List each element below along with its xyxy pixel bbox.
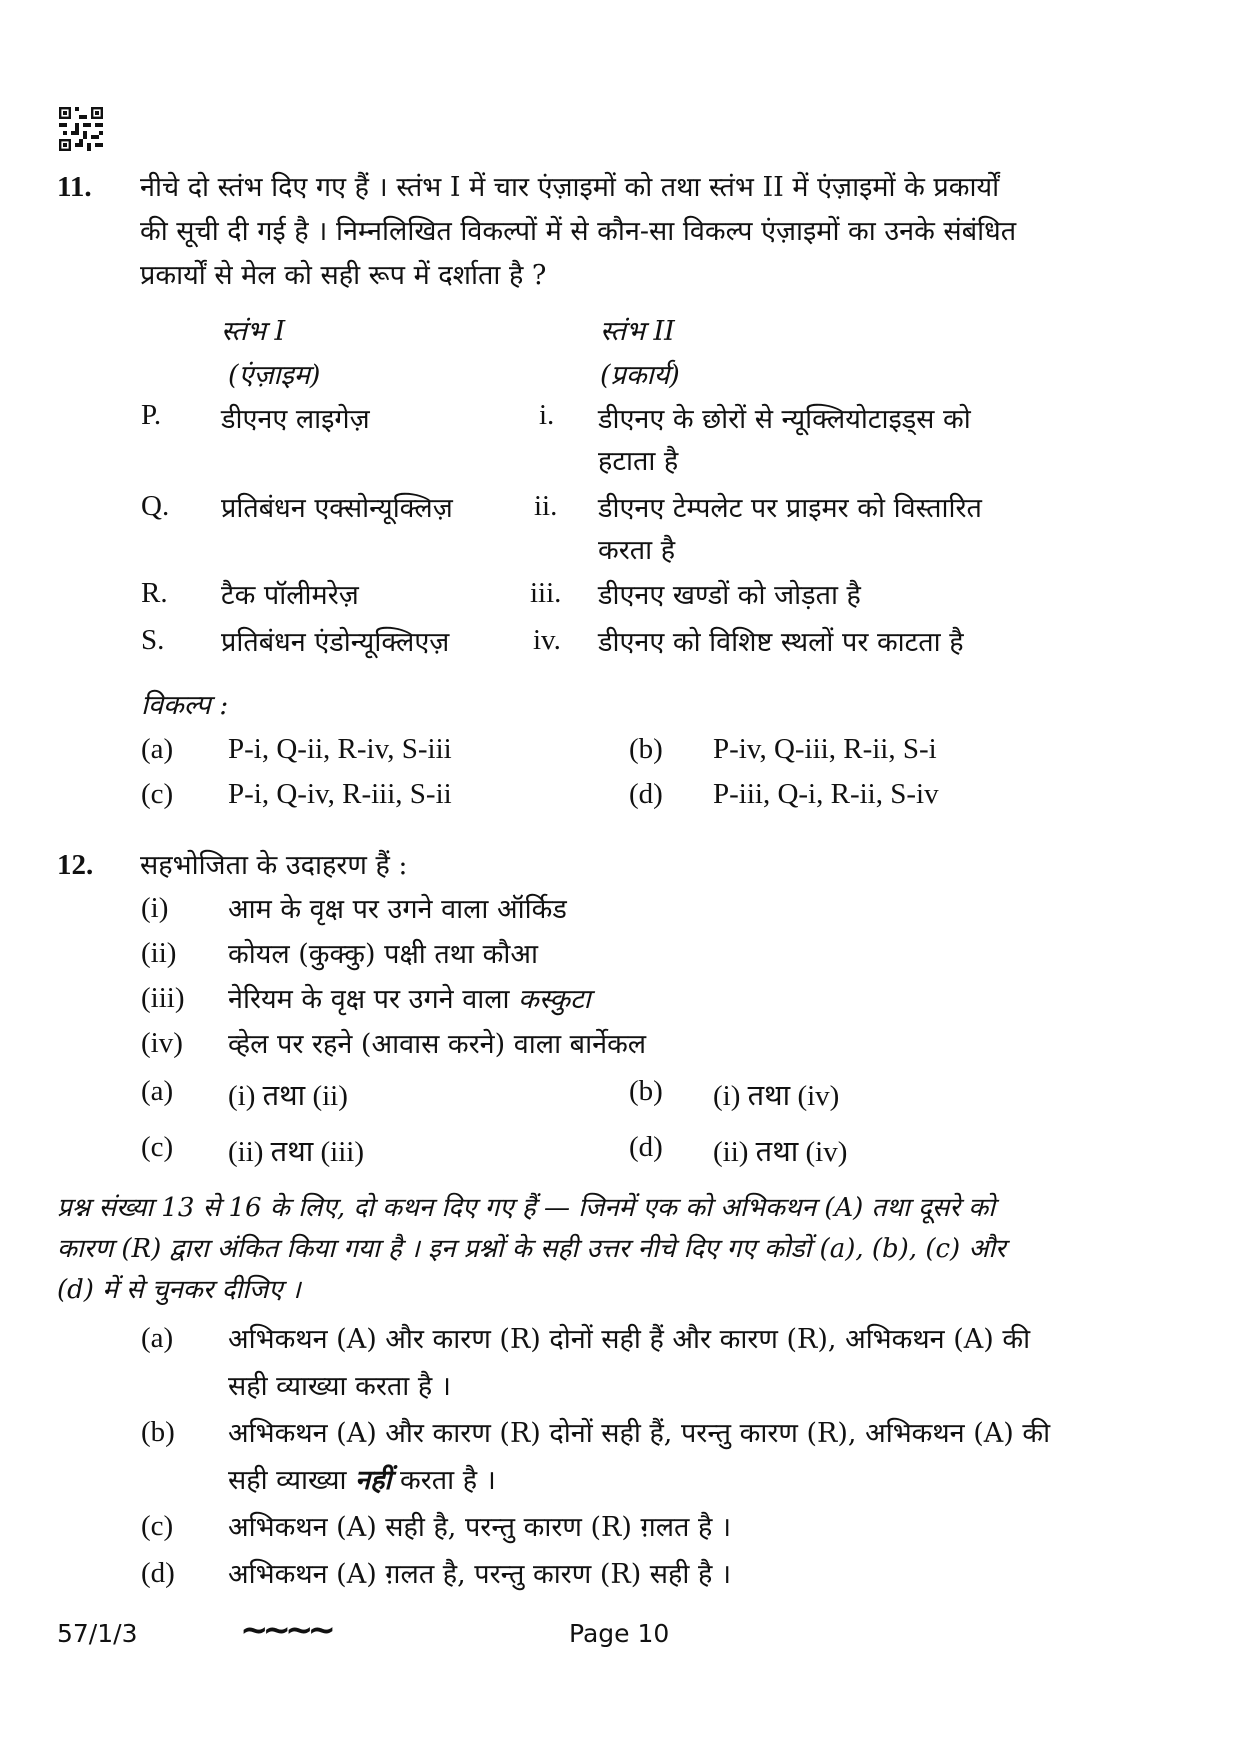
option-text: P-i, Q-iv, R-iii, S-ii: [228, 778, 452, 810]
code-text-part: करता है ।: [391, 1465, 496, 1496]
option-text: P-iii, Q-i, R-ii, S-iv: [713, 778, 939, 810]
item-label: (i): [141, 892, 169, 924]
question-number: 11.: [57, 171, 92, 203]
match-row-function: डीएनए के छोरों से न्यूक्लियोटाइड्स को: [598, 404, 971, 435]
question-text-line: की सूची दी गई है । निम्नलिखित विकल्पों में से कौन-सा विकल्प एंज़ाइमों का उनके संबंधित: [140, 216, 1017, 247]
match-row-num: iii.: [530, 577, 562, 609]
code-label: (b): [141, 1416, 175, 1448]
code-label: (c): [141, 1510, 174, 1542]
option-text: (ii) तथा (iii): [228, 1136, 364, 1168]
item-text: कोयल (कुक्कु) पक्षी तथा कौआ: [228, 939, 538, 970]
emphasis-text: नहीं: [355, 1465, 392, 1496]
item-label: (ii): [141, 937, 177, 969]
column-1-subtitle: (एंज़ाइम): [228, 360, 321, 391]
match-row-function-cont: करता है: [598, 535, 676, 566]
page-number: Page 10: [569, 1619, 670, 1648]
match-row-key: R.: [141, 577, 168, 609]
option-label: (d): [629, 1131, 663, 1163]
item-label: (iii): [141, 982, 185, 1014]
match-row-enzyme: प्रतिबंधन एंडोन्यूक्लिएज़: [221, 627, 450, 658]
match-row-enzyme: प्रतिबंधन एक्सोन्यूक्लिज़: [221, 493, 453, 524]
item-text: आम के वृक्ष पर उगने वाला ऑर्किड: [228, 894, 567, 925]
match-row-function: डीएनए टेम्पलेट पर प्राइमर को विस्तारित: [598, 493, 982, 524]
option-text: (i) तथा (iv): [713, 1080, 840, 1112]
match-row-num: iv.: [533, 624, 561, 656]
match-row-enzyme: टैक पॉलीमरेज़: [221, 580, 359, 611]
code-text: अभिकथन (A) सही है, परन्तु कारण (R) ग़लत है ।: [228, 1512, 732, 1543]
code-label: (d): [141, 1557, 175, 1589]
question-stem: सहभोजिता के उदाहरण हैं :: [140, 850, 408, 881]
instruction-line: कारण (R) द्वारा अंकित किया गया है । इन प्रश्नों के सही उत्तर नीचे दिए गए कोडों (a), (b), (c) और: [57, 1234, 1006, 1264]
instruction-line: प्रश्न संख्या 13 से 16 के लिए, दो कथन दिए गए हैं — जिनमें एक को अभिकथन (A) तथा दूसरे को: [57, 1193, 995, 1223]
qr-code: [59, 107, 103, 151]
option-text: (i) तथा (ii): [228, 1080, 348, 1112]
question-number: 12.: [57, 849, 94, 881]
option-label: (c): [141, 778, 174, 810]
match-row-function: डीएनए को विशिष्ट स्थलों पर काटता है: [598, 627, 964, 658]
code-text-cont: [228, 1460, 496, 1497]
column-1-title: स्तंभ I: [221, 316, 286, 347]
code-text-cont: सही व्याख्या करता है ।: [228, 1371, 451, 1402]
code-text-part: सही व्याख्या: [228, 1465, 356, 1496]
code-text: अभिकथन (A) और कारण (R) दोनों सही हैं, परन्तु कारण (R), अभिकथन (A) की: [228, 1418, 1051, 1449]
code-label: (a): [141, 1322, 174, 1354]
match-row-function: डीएनए खण्डों को जोड़ता है: [598, 580, 861, 611]
item-text: व्हेल पर रहने (आवास करने) वाला बार्नेकल: [228, 1029, 647, 1060]
match-row-function-cont: हटाता है: [598, 446, 679, 477]
code-text: अभिकथन (A) ग़लत है, परन्तु कारण (R) सही है ।: [228, 1559, 732, 1590]
option-label: (b): [629, 1075, 663, 1107]
options-label: विकल्प :: [141, 690, 229, 721]
match-row-key: P.: [141, 399, 162, 431]
item-text: [228, 979, 591, 1016]
question-text-line: प्रकार्यों से मेल को सही रूप में दर्शाता है ?: [140, 260, 547, 291]
option-label: (d): [629, 778, 663, 810]
instruction-line: (d) में से चुनकर दीजिए ।: [57, 1275, 301, 1305]
option-label: (b): [629, 733, 663, 765]
column-2-title: स्तंभ II: [600, 316, 675, 347]
option-text: P-i, Q-ii, R-iv, S-iii: [228, 733, 452, 765]
item-label: (iv): [141, 1027, 183, 1059]
option-label: (c): [141, 1131, 174, 1163]
column-2-subtitle: (प्रकार्य): [600, 360, 680, 391]
question-text-line: नीचे दो स्तंभ दिए गए हैं । स्तंभ I में चार एंज़ाइमों को तथा स्तंभ II में एंज़ाइमों के प्रकार्यों: [140, 172, 1000, 203]
squiggle-mark: ~~~~: [240, 1610, 330, 1650]
match-row-key: Q.: [141, 490, 170, 522]
match-row-num: i.: [539, 399, 555, 431]
option-text: P-iv, Q-iii, R-ii, S-i: [713, 733, 937, 765]
match-row-key: S.: [141, 624, 165, 656]
match-row-num: ii.: [534, 490, 558, 522]
item-text-main: नेरियम के वृक्ष पर उगने वाला: [228, 984, 519, 1015]
match-row-enzyme: डीएनए लाइगेज़: [221, 404, 370, 435]
option-label: (a): [141, 733, 174, 765]
option-label: (a): [141, 1075, 174, 1107]
paper-code: 57/1/3: [57, 1619, 138, 1648]
option-text: (ii) तथा (iv): [713, 1136, 848, 1168]
code-text: अभिकथन (A) और कारण (R) दोनों सही हैं और कारण (R), अभिकथन (A) की: [228, 1324, 1031, 1355]
item-text-italic: कस्कुटा: [518, 984, 591, 1015]
